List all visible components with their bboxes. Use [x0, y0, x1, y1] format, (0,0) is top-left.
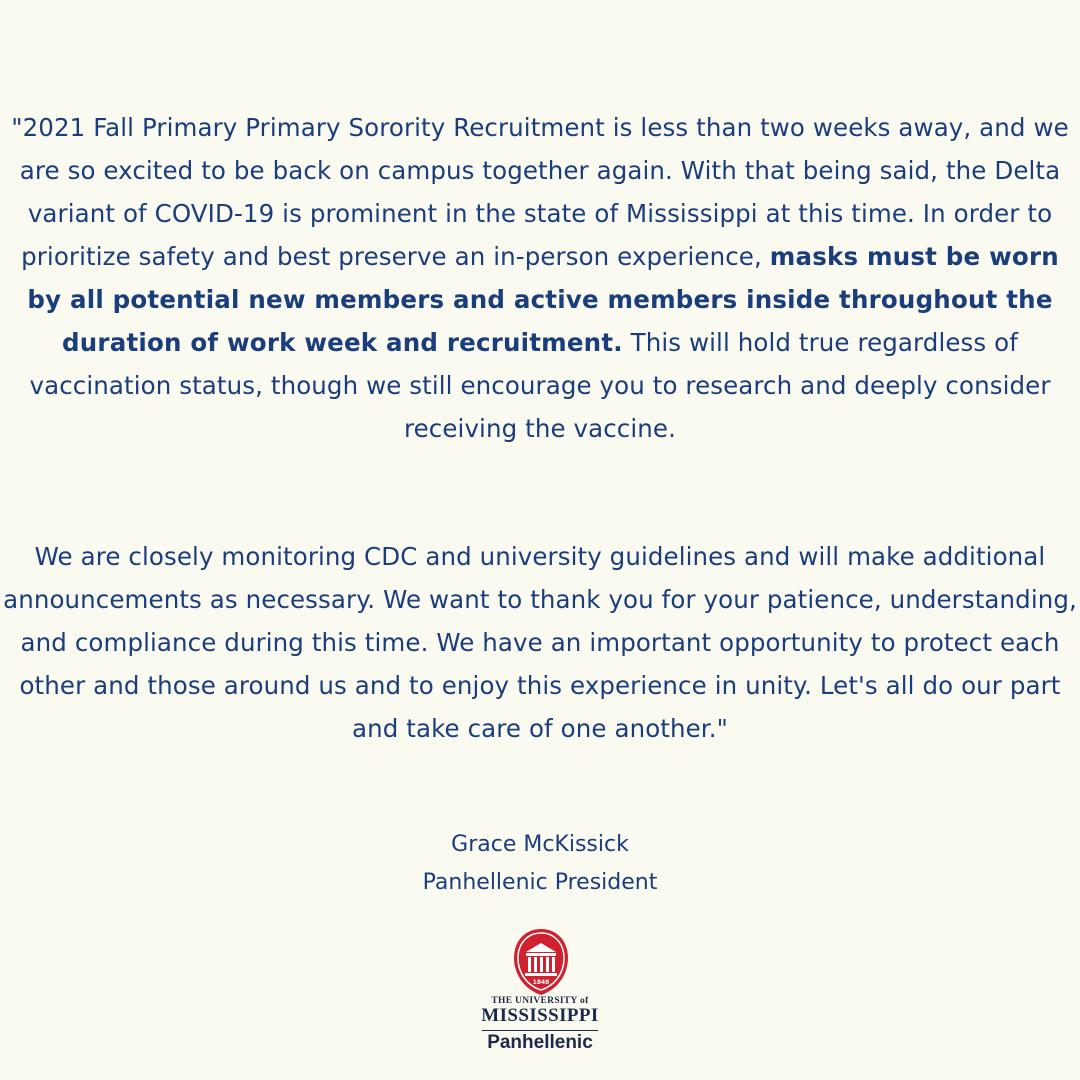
wordmark-divider [482, 1030, 598, 1031]
statement-paragraph-1 [0, 106, 1080, 450]
signer-title: Panhellenic President [422, 870, 658, 895]
logo-unit-label: Panhellenic [487, 1032, 593, 1053]
statement-outro: This will hold true regardless of vaccination status, though we still encourage you to research and deeply consider receiving the vaccine. [29, 328, 1051, 443]
statement-paragraph-2: We are closely monitoring CDC and university guidelines and will make additional announcements as necessary. We want to thank you for your patience, understanding, and compliance during this time. We have an important opportunity to protect each other and those around us and to enjoy this experience in unity. Let's all do our part and take care of one another." [3, 542, 1077, 743]
signature-block [0, 826, 1080, 902]
wordmark-main: MISSISSIPPI [481, 1005, 599, 1026]
mask-requirement-emphasis: masks must be worn by all potential new members and active members inside throughout the duration of work week and recruitment. [27, 242, 1059, 357]
statement-intro: "2021 Fall Primary Primary Sorority Recruitment is less than two weeks away, and we are so excited to be back on campus together again. With that being said, the Delta variant of COVID-19 is prominent in the state of Mississippi at this time. In order to prioritize safety and best preserve an in-person experience, [11, 113, 1069, 271]
lyceum-seal-icon [512, 928, 570, 996]
seal-year: 1848 [532, 979, 550, 986]
wordmark-top: THE UNIVERSITY of [491, 996, 589, 1006]
signer-name: Grace McKissick [451, 832, 629, 857]
university-panhellenic-logo [470, 928, 610, 1063]
